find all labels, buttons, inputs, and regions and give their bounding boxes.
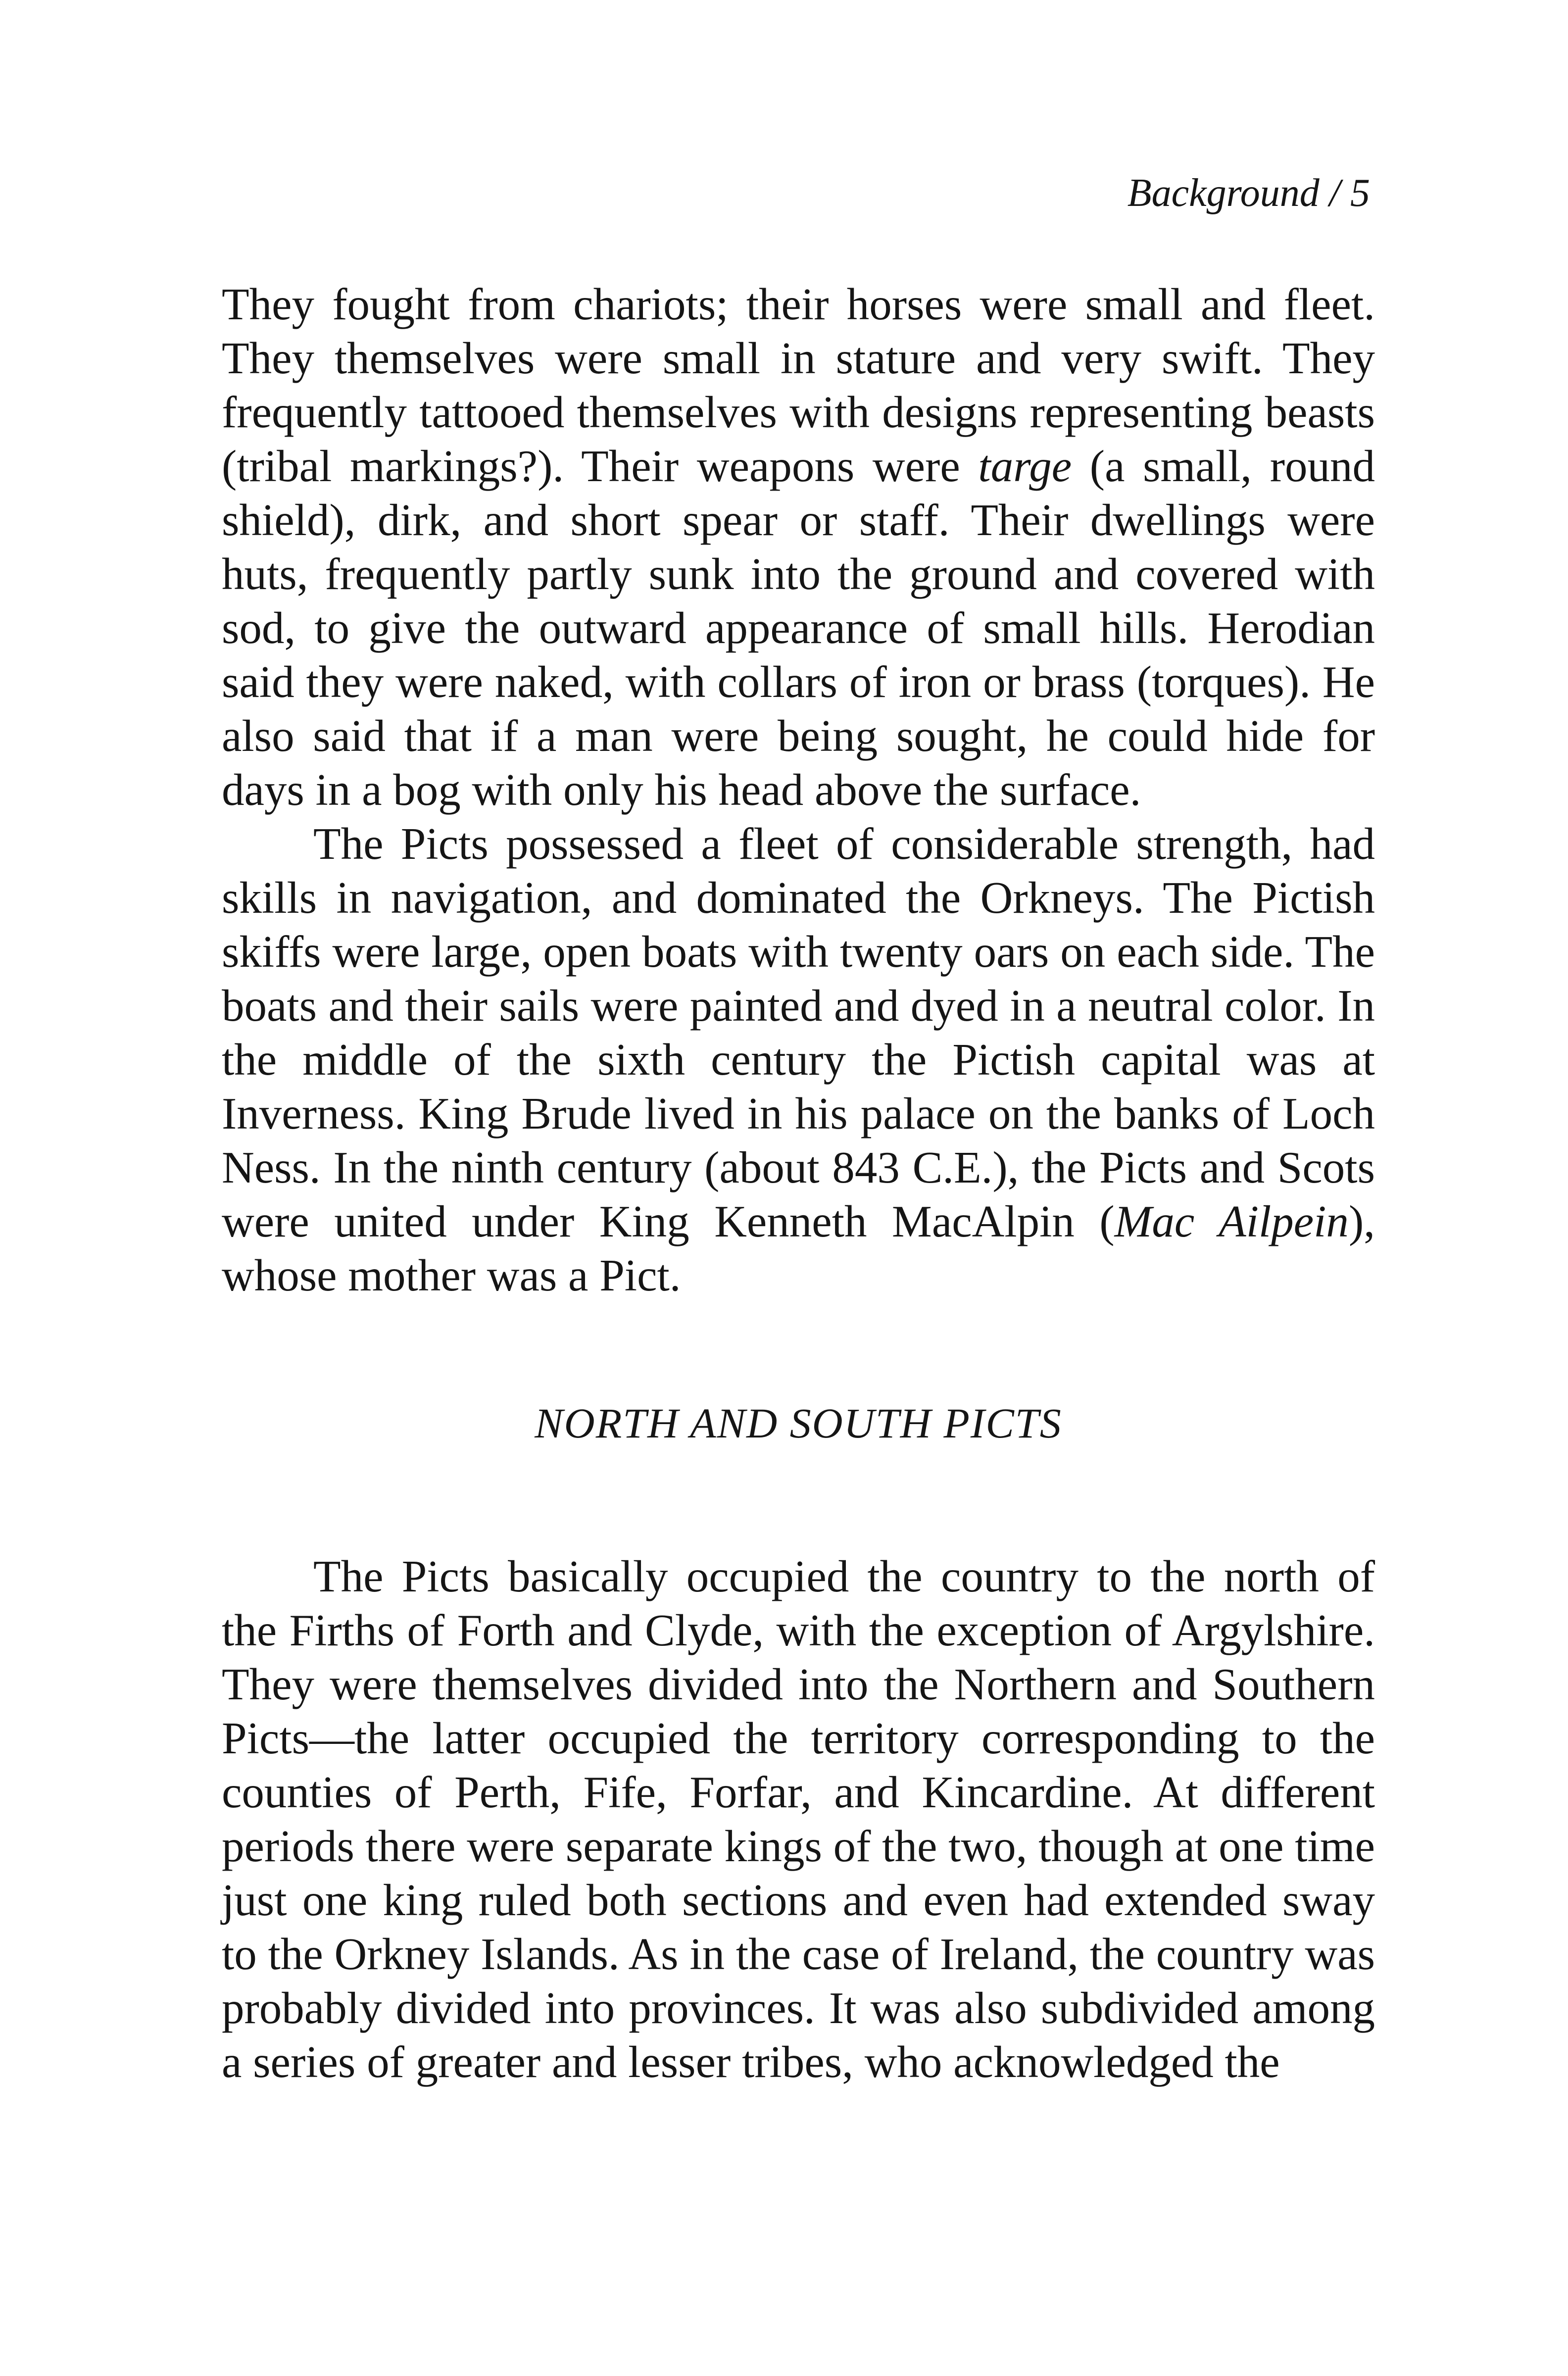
body-text bbox=[222, 277, 1375, 2089]
italic-term-targe: targe bbox=[978, 441, 1072, 491]
paragraph-text: ), the Picts and Scots were united under King Kenneth MacAlpin ( bbox=[222, 1142, 1375, 1246]
paragraph-pictish-fleet bbox=[222, 817, 1375, 1302]
running-head bbox=[1127, 173, 1370, 213]
paragraph-text: The Picts possessed a fleet of considerable strength, had skills in navigation, and dominated the Orkneys. The Pictish skiffs were large, open boats with twenty oars on each side. The boats and their sails were painted and dyed in a neutral color. In the middle of the sixth century the Pictish capital was at Inverness. King Brude lived in his palace on the banks of Loch Ness. In the ninth century (about 843 bbox=[222, 819, 1375, 1192]
paragraph-picts-customs bbox=[222, 277, 1375, 817]
italic-term-mac-ailpein: Mac Ailpein bbox=[1114, 1196, 1349, 1246]
paragraph-text: ), whose mother was a Pict. bbox=[222, 1196, 1375, 1300]
paragraph-north-south-picts: The Picts basically occupied the country to the north of the Firths of Forth and Clyde, with the exception of Argylshire. They were themselves divided into the Northern and Southern Picts—the latter occupied the territory corresponding to the counties of Perth, Fife, Forfar, and Kincardine. At different periods there were separate kings of the two, though at one time just one king ruled both sections and even had extended sway to the Orkney Islands. As in the case of Ireland, the country was probably divided into provinces. It was also subdivided among a series of greater and lesser tribes, who acknowledged the bbox=[222, 1551, 1375, 2087]
running-head-title: Background bbox=[1127, 171, 1320, 215]
running-head-separator: / bbox=[1319, 171, 1350, 215]
paragraph-text: They fought from chariots; their horses were small and fleet. They themselves were small in stature and very swift. They frequently tattooed themselves with designs representing beasts (tribal markings?). Their weapons were bbox=[222, 279, 1375, 491]
section-heading: NORTH AND SOUTH PICTS bbox=[535, 1399, 1062, 1447]
page-number: 5 bbox=[1350, 171, 1370, 215]
era-abbreviation: C.E. bbox=[912, 1142, 993, 1192]
paragraph-text: (a small, round shield), dirk, and short spear or staff. Their dwellings were huts, frequently partly sunk into the ground and covered with sod, to give the outward appearance of small hills. Herodian said they were naked, with collars of iron or brass (torques). He also said that if a man were being sought, he could hide for days in a bog with only his head above the surface. bbox=[222, 441, 1375, 815]
